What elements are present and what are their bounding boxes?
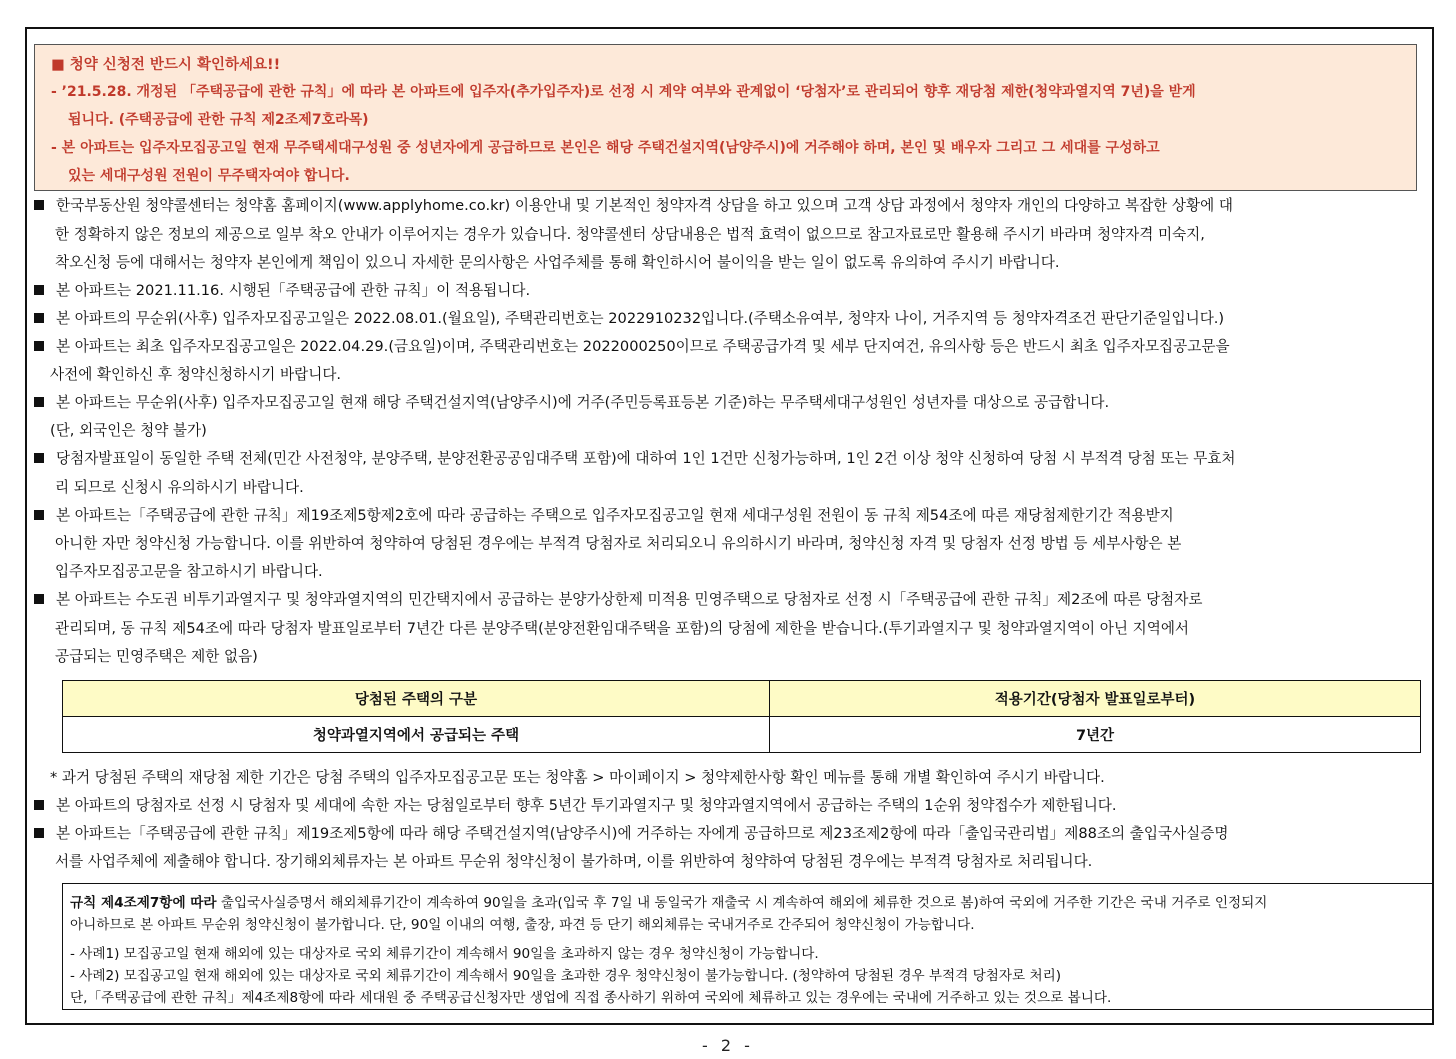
paragraph-eligibility xyxy=(34,391,1109,412)
table-row xyxy=(63,717,1421,753)
table-cell: 청약과열지역에서 공급되는 주택 xyxy=(63,717,770,753)
square-bullet-icon xyxy=(34,828,44,838)
text-line: 본 아파트는 무순위(사후) 입주자모집공고일 현재 해당 주택건설지역(남양주시)에 거주(주민등록표등본 기준)하는 무주택세대구성원인 성년자를 대상으로 공급합니다. xyxy=(56,394,1110,411)
text-line: 본 아파트의 무순위(사후) 입주자모집공고일은 2022.08.01.(월요일), 주택관리번호는 2022910232입니다.(주택소유여부, 청약자 나이, 거주지역 등 청약자격조건 판단기준일입니다.) xyxy=(56,310,1225,327)
paragraph-callcenter xyxy=(34,194,1233,215)
restriction-period-table xyxy=(62,680,1421,753)
square-bullet-icon xyxy=(34,594,44,604)
text-line: 본 아파트는 수도권 비투기과열지구 및 청약과열지역의 민간택지에서 공급하는 분양가상한제 미적용 민영주택으로 당첨자로 선정 시「주택공급에 관한 규칙」제2조에 따른 당첨자로 xyxy=(56,591,1203,608)
text-line: (단, 외국인은 청약 불가) xyxy=(50,422,207,439)
square-bullet-icon xyxy=(34,800,44,810)
important-notice-box xyxy=(34,44,1417,191)
rule-line-5: 단,「주택공급에 관한 규칙」제4조제8항에 따라 세대원 중 주택공급신청자만 생업에 직접 종사하기 위하여 국외에 체류하고 있는 경우에는 국내에 거주하고 있는 것으로 봅니다. xyxy=(70,990,1112,1006)
notice-line-3: - 본 아파트는 입주자모집공고일 현재 무주택세대구성원 중 성년자에게 공급하므로 본인은 해당 주택건설지역(남양주시)에 거주해야 하며, 본인 및 배우자 그리고 그 세대를 구성하고 xyxy=(51,140,1160,156)
text-line: 공급되는 민영주택은 제한 없음) xyxy=(55,648,258,665)
paragraph-immigration-cert xyxy=(34,822,1228,843)
paragraph-rules-applied xyxy=(34,279,530,300)
text-line: 착오신청 등에 대해서는 청약자 본인에게 책임이 있으니 자세한 문의사항은 사업주체를 통해 확인하시어 불이익을 받는 일이 없도록 유의하여 주시기 바랍니다. xyxy=(55,254,1060,271)
square-bullet-icon xyxy=(34,313,44,323)
table-header-row xyxy=(63,681,1421,717)
rule-bold-lead: 규칙 제4조제7항에 따라 xyxy=(70,895,217,911)
notice-line-2: 됩니다. (주택공급에 관한 규칙 제2조제7호라목) xyxy=(68,112,369,128)
rule-line-2: 아니하므로 본 아파트 무순위 청약신청이 불가합니다. 단, 90일 이내의 여행, 출장, 파견 등 단기 해외체류는 국내거주로 간주되어 청약신청이 가능합니다. xyxy=(70,917,975,933)
page-number: - 2 - xyxy=(702,1036,754,1055)
square-bullet-icon xyxy=(34,397,44,407)
overseas-stay-rule-box xyxy=(62,883,1433,1010)
paragraph-winner-management xyxy=(34,588,1202,609)
text-line: 사전에 확인하신 후 청약신청하시기 바랍니다. xyxy=(50,366,342,383)
text-line: 아니한 자만 청약신청 가능합니다. 이를 위반하여 청약하여 당첨된 경우에는 부적격 당첨자로 처리되오니 유의하시기 바라며, 청약신청 자격 및 당첨자 선정 방법 등 세부사항은 본 xyxy=(55,535,1182,552)
text-line: 본 아파트는「주택공급에 관한 규칙」제19조제5항에 따라 해당 주택건설지역(남양주시)에 거주하는 자에게 공급하므로 제23조제2항에 따라「출입국관리법」제88조의 출입국사실증명 xyxy=(56,825,1229,842)
text-line: 본 아파트는 최초 입주자모집공고일은 2022.04.29.(금요일)이며, 주택관리번호는 2022000250이므로 주택공급가격 및 세부 단지여건, 유의사항 등은 반드시 최초 입주자모집공고문을 xyxy=(56,338,1230,355)
square-bullet-icon xyxy=(34,453,44,463)
text-line: 한국부동산원 청약콜센터는 청약홈 홈페이지(www.applyhome.co.kr) 이용안내 및 기본적인 청약자격 상담을 하고 있으며 고객 상담 과정에서 청약자 개인의 다양하고 복잡한 상황에 대 xyxy=(56,197,1233,214)
paragraph-one-application xyxy=(34,447,1236,468)
notice-title: ■ 청약 신청전 반드시 확인하세요!! xyxy=(51,57,281,73)
paragraph-re-win-limit xyxy=(34,504,1174,525)
table-header-cell: 적용기간(당첨자 발표일로부터) xyxy=(770,681,1421,717)
text-line: 입주자모집공고문을 참고하시기 바랍니다. xyxy=(55,563,323,580)
text-line: 본 아파트는「주택공급에 관한 규칙」제19조제5항제2호에 따라 공급하는 주택으로 입주자모집공고일 현재 세대구성원 전원이 동 규칙 제54조에 따른 재당첨제한기간 적용받지 xyxy=(56,507,1174,524)
table-header-cell: 당첨된 주택의 구분 xyxy=(63,681,770,717)
text-line: 본 아파트는 2021.11.16. 시행된「주택공급에 관한 규칙」이 적용됩니다. xyxy=(56,282,531,299)
paragraph-first-rank-limit xyxy=(34,794,1117,815)
rule-text: 출입국사실증명서 해외체류기간이 계속하여 90일을 초과(입국 후 7일 내 동일국가 재출국 시 계속하여 해외에 체류한 것으로 봄)하여 국외에 거주한 기간은 국내 거주로 인정되지 xyxy=(216,895,1268,911)
rule-line-1 xyxy=(70,891,1267,911)
text-line: 당첨자발표일이 동일한 주택 전체(민간 사전청약, 분양주택, 분양전환공공임대주택 포함)에 대하여 1인 1건만 신청가능하며, 1인 2건 이상 청약 신청하여 당첨 시 부적격 당첨 또는 무효처 xyxy=(56,450,1236,467)
paragraph-announcement-date xyxy=(34,307,1224,328)
square-bullet-icon xyxy=(34,200,44,210)
text-line: 서를 사업주체에 제출해야 합니다. 장기해외체류자는 본 아파트 무순위 청약신청이 불가하며, 이를 위반하여 청약하여 당첨된 경우에는 부적격 당첨자로 처리됩니다. xyxy=(55,853,1093,870)
square-bullet-icon xyxy=(34,285,44,295)
text-line: 본 아파트의 당첨자로 선정 시 당첨자 및 세대에 속한 자는 당첨일로부터 향후 5년간 투기과열지구 및 청약과열지역에서 공급하는 주택의 1순위 청약접수가 제한됩니다. xyxy=(56,797,1117,814)
square-bullet-icon xyxy=(34,341,44,351)
note-line: * 과거 당첨된 주택의 재당첨 제한 기간은 당첨 주택의 입주자모집공고문 또는 청약홈 > 마이페이지 > 청약제한사항 확인 메뉴를 통해 개별 확인하여 주시기 바랍니다. xyxy=(50,769,1105,786)
rule-example-1: - 사례1) 모집공고일 현재 해외에 있는 대상자로 국외 체류기간이 계속해서 90일을 초과하지 않는 경우 청약신청이 가능합니다. xyxy=(70,946,819,962)
text-line: 리 되므로 신청시 유의하시기 바랍니다. xyxy=(55,479,304,496)
text-line: 한 정확하지 않은 정보의 제공으로 일부 착오 안내가 이루어지는 경우가 있습니다. 청약콜센터 상담내용은 법적 효력이 없으므로 참고자료로만 활용해 주시기 바라며 청약자격 미숙지, xyxy=(55,226,1205,243)
table-cell: 7년간 xyxy=(770,717,1421,753)
paragraph-first-announcement xyxy=(34,335,1230,356)
text-line: 관리되며, 동 규칙 제54조에 따라 당첨자 발표일로부터 7년간 다른 분양주택(분양전환임대주택을 포함)의 당첨에 제한을 받습니다.(투기과열지구 및 청약과열지역이 아닌 지역에서 xyxy=(55,620,1190,637)
notice-line-4: 있는 세대구성원 전원이 무주택자여야 합니다. xyxy=(68,168,350,184)
rule-example-2: - 사례2) 모집공고일 현재 해외에 있는 대상자로 국외 체류기간이 계속해서 90일을 초과한 경우 청약신청이 불가능합니다. (청약하여 당첨된 경우 부적격 당첨자로 처리) xyxy=(70,968,1062,984)
square-bullet-icon xyxy=(34,510,44,520)
notice-line-1: - ’21.5.28. 개정된 「주택공급에 관한 규칙」에 따라 본 아파트에 입주자(추가입주자)로 선정 시 계약 여부와 관계없이 ‘당첨자’로 관리되어 향후 재당첨 제한(청약과열지역 7년)을 받게 xyxy=(51,84,1196,100)
